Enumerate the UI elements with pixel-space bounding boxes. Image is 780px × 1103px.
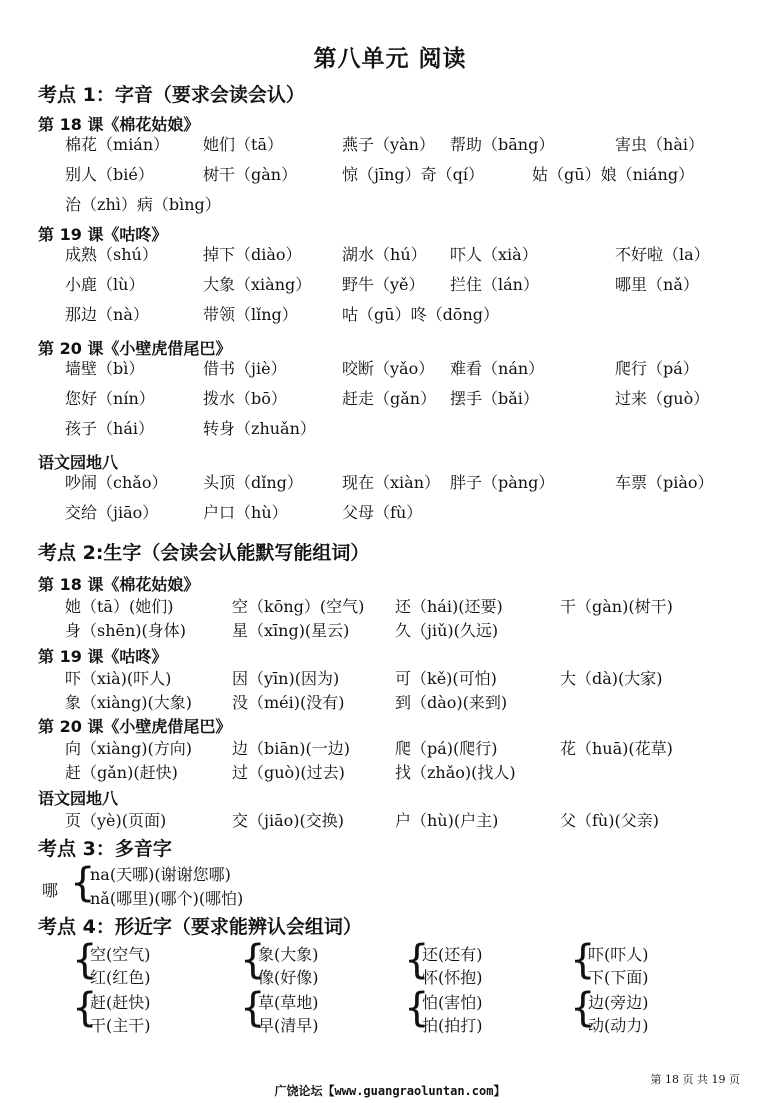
- entry-pinyin: （hù）: [235, 503, 288, 522]
- pinyin-entry: [203, 132, 283, 155]
- similar-char-entry: 边(旁边): [588, 993, 649, 1012]
- entry-word: 父母: [342, 503, 375, 522]
- entry-pinyin: （guò）: [647, 389, 710, 408]
- similar-char-entry: 怕(害怕): [422, 993, 483, 1012]
- pinyin-entry: [342, 302, 499, 325]
- entry-word: 车票: [615, 473, 648, 492]
- entry-word: 吓人: [450, 245, 483, 264]
- char-row: [0, 666, 780, 692]
- entry-pinyin: （hú）: [374, 245, 427, 264]
- entry-word: 爬行: [615, 359, 648, 378]
- entry-word: 摆手: [450, 389, 483, 408]
- pinyin-row: [0, 272, 780, 298]
- pinyin-entry: [615, 356, 699, 379]
- entry-pinyin: （hài）: [647, 135, 704, 154]
- char-entry: 没（méi)(没有): [232, 693, 345, 712]
- pinyin-entry: [450, 242, 538, 265]
- entry-pinyin: （lǐng）: [235, 305, 298, 324]
- pinyin-row: [0, 386, 780, 412]
- pinyin-entry: [65, 416, 154, 439]
- polyphone-line: na(天哪)(谢谢您哪): [90, 865, 231, 884]
- entry-pinyin: （jiāo）: [97, 503, 159, 522]
- pinyin-entry: [65, 302, 149, 325]
- brace-icon: {: [240, 985, 266, 1031]
- char-entry: 赶（gǎn)(赶快): [65, 763, 178, 782]
- entry-word: 拨水: [203, 389, 236, 408]
- pinyin-entry: [615, 386, 709, 409]
- entry-word: 湖水: [342, 245, 375, 264]
- pinyin-entry: [342, 386, 436, 409]
- entry-word: 过来: [615, 389, 648, 408]
- entry-word: 咬断: [342, 359, 375, 378]
- entry-pinyin: （jiè）: [235, 359, 287, 378]
- section-heading-4: 考点 4：形近字（要求能辨认会组词）: [38, 916, 362, 938]
- entry-word: 现在: [342, 473, 375, 492]
- brace-icon: {: [570, 937, 596, 983]
- entry-pinyin: （gū）娘（niáng）: [548, 165, 695, 184]
- entry-pinyin: （xià）: [482, 245, 538, 264]
- entry-word: 大象: [203, 275, 236, 294]
- entry-word: 转身: [203, 419, 236, 438]
- char-entry: 爬（pá)(爬行): [395, 739, 498, 758]
- entry-pinyin: （shú）: [97, 245, 158, 264]
- polyphone-line: nǎ(哪里)(哪个)(哪怕): [90, 889, 244, 908]
- entry-word: 拦住: [450, 275, 483, 294]
- pinyin-entry: [450, 470, 554, 493]
- entry-word: 吵闹: [65, 473, 98, 492]
- entry-pinyin: （bǎi）: [482, 389, 539, 408]
- lesson-title: 第 18 课《棉花姑娘》: [38, 575, 200, 594]
- entry-word: 不好啦: [615, 245, 664, 264]
- entry-word: 孩子: [65, 419, 98, 438]
- pinyin-row: [0, 356, 780, 382]
- lesson-title: 第 20 课《小壁虎借尾巴》: [38, 717, 232, 736]
- char-row: [0, 736, 780, 762]
- entry-word: 别人: [65, 165, 98, 184]
- entry-pinyin: （nín）: [97, 389, 155, 408]
- entry-pinyin: （yǎo）: [374, 359, 435, 378]
- entry-word: 头顶: [203, 473, 236, 492]
- char-row: [0, 760, 780, 786]
- entry-word: 胖子: [450, 473, 483, 492]
- lesson-title: 第 20 课《小壁虎借尾巴》: [38, 339, 232, 358]
- entry-word: 树干: [203, 165, 236, 184]
- entry-word: 难看: [450, 359, 483, 378]
- pinyin-entry: [65, 242, 158, 265]
- similar-char-entry: 吓(吓人): [588, 945, 649, 964]
- pinyin-row: [0, 500, 780, 526]
- pinyin-entry: [65, 500, 158, 523]
- char-entry: 空（kōng）(空气): [232, 597, 365, 616]
- char-entry: 到（dào)(来到): [395, 693, 508, 712]
- entry-word: 成熟: [65, 245, 98, 264]
- similar-char-entry: 像(好像): [258, 968, 319, 987]
- pinyin-entry: [450, 386, 539, 409]
- entry-word: 姑: [532, 165, 549, 184]
- similar-char-entry: 红(红色): [90, 968, 151, 987]
- char-entry: 吓（xià)(吓人): [65, 669, 172, 688]
- entry-word: 燕子: [342, 135, 375, 154]
- entry-pinyin: （dǐng）: [235, 473, 303, 492]
- pinyin-entry: [65, 162, 154, 185]
- brace-icon: {: [404, 985, 430, 1031]
- entry-pinyin: （piào）: [647, 473, 714, 492]
- brace-icon: {: [404, 937, 430, 983]
- char-row: [0, 808, 780, 834]
- entry-pinyin: （bāng）: [482, 135, 555, 154]
- entry-pinyin: （lán）: [482, 275, 539, 294]
- similar-char-entry: 拍(拍打): [422, 1016, 483, 1035]
- pinyin-row: [0, 302, 780, 328]
- char-entry: 因（yīn)(因为): [232, 669, 340, 688]
- char-row: [0, 618, 780, 644]
- lesson-title: 第 18 课《棉花姑娘》: [38, 115, 200, 134]
- pinyin-entry: [203, 416, 316, 439]
- pinyin-entry: [342, 500, 422, 523]
- pinyin-entry: [615, 242, 710, 265]
- entry-pinyin: （nán）: [482, 359, 545, 378]
- char-entry: 象（xiàng)(大象): [65, 693, 192, 712]
- entry-word: 她们: [203, 135, 236, 154]
- entry-pinyin: （tā）: [235, 135, 283, 154]
- entry-word: 哪里: [615, 275, 648, 294]
- char-entry: 干（gàn)(树干): [560, 597, 673, 616]
- similar-char-entry: 空(空气): [90, 945, 151, 964]
- entry-pinyin: （yàn）: [374, 135, 435, 154]
- entry-word: 棉花: [65, 135, 98, 154]
- char-row: [0, 690, 780, 716]
- brace-icon: {: [570, 985, 596, 1031]
- pinyin-row: [0, 192, 780, 218]
- char-entry: 户（hù)(户主): [395, 811, 499, 830]
- char-entry: 星（xīng)(星云): [232, 621, 350, 640]
- entry-pinyin: （nà）: [97, 305, 149, 324]
- pinyin-entry: [615, 132, 704, 155]
- section-heading-3: 考点 3：多音字: [38, 838, 172, 860]
- char-entry: 可（kě)(可怕): [395, 669, 497, 688]
- similar-char-entry: 还(还有): [422, 945, 483, 964]
- page-title: 第八单元 阅读: [313, 46, 467, 72]
- similar-char-entry: 早(清早): [258, 1016, 319, 1035]
- entry-pinyin: （chǎo）: [97, 473, 168, 492]
- brace-icon: {: [72, 937, 98, 983]
- brace-icon: {: [240, 937, 266, 983]
- pinyin-entry: [450, 356, 544, 379]
- pinyin-entry: [203, 500, 288, 523]
- pinyin-entry: [65, 470, 167, 493]
- char-entry: 父（fù)(父亲): [560, 811, 659, 830]
- pinyin-entry: [65, 192, 221, 215]
- char-entry: 边（biān)(一边): [232, 739, 350, 758]
- char-entry: 她（tā）(她们): [65, 597, 174, 616]
- entry-word: 户口: [203, 503, 236, 522]
- similar-char-entry: 动(动力): [588, 1016, 649, 1035]
- pinyin-entry: [65, 132, 169, 155]
- pinyin-row: [0, 470, 780, 496]
- pinyin-entry: [342, 162, 484, 185]
- lesson-title: 第 19 课《咕咚》: [38, 647, 168, 666]
- entry-pinyin: （hái）: [97, 419, 154, 438]
- footer-site: 广饶论坛【www.guangraoluntan.com】: [274, 1084, 506, 1098]
- similar-char-entry: 怀(怀抱): [422, 968, 483, 987]
- char-entry: 大（dà)(大家): [560, 669, 663, 688]
- entry-pinyin: （yě）: [374, 275, 425, 294]
- lesson-title: 第 19 课《咕咚》: [38, 225, 168, 244]
- entry-pinyin: （gàn）: [235, 165, 298, 184]
- entry-pinyin: （la）: [663, 245, 710, 264]
- entry-pinyin: （zhuǎn）: [235, 419, 316, 438]
- entry-word: 掉下: [203, 245, 236, 264]
- pinyin-entry: [615, 272, 699, 295]
- entry-word: 带领: [203, 305, 236, 324]
- similar-char-entry: 干(主干): [90, 1016, 151, 1035]
- pinyin-row: [0, 132, 780, 158]
- entry-pinyin: （xiàn）: [374, 473, 441, 492]
- pinyin-entry: [342, 242, 427, 265]
- pinyin-entry: [450, 132, 554, 155]
- entry-pinyin: （fù）: [374, 503, 423, 522]
- entry-word: 墙壁: [65, 359, 98, 378]
- entry-word: 交给: [65, 503, 98, 522]
- pinyin-entry: [203, 470, 303, 493]
- entry-pinyin: （gǎn）: [374, 389, 437, 408]
- char-row: [0, 594, 780, 620]
- lesson-title: 语文园地八: [38, 789, 119, 808]
- page-number: 第 18 页 共 19 页: [650, 1073, 740, 1086]
- char-entry: 久（jiǔ)(久远): [395, 621, 499, 640]
- entry-word: 赶走: [342, 389, 375, 408]
- pinyin-entry: [203, 272, 311, 295]
- similar-char-entry: 象(大象): [258, 945, 319, 964]
- lesson-title: 语文园地八: [38, 453, 119, 472]
- entry-word: 您好: [65, 389, 98, 408]
- char-entry: 花（huā)(花草): [560, 739, 673, 758]
- pinyin-row: [0, 162, 780, 188]
- entry-pinyin: （gū）咚（dōng）: [358, 305, 499, 324]
- entry-pinyin: （bié）: [97, 165, 154, 184]
- pinyin-entry: [65, 272, 144, 295]
- entry-pinyin: （diào）: [235, 245, 302, 264]
- char-entry: 向（xiàng)(方向): [65, 739, 192, 758]
- char-entry: 交（jiāo)(交换): [232, 811, 344, 830]
- entry-pinyin: （pá）: [647, 359, 699, 378]
- pinyin-row: [0, 242, 780, 268]
- entry-word: 小鹿: [65, 275, 98, 294]
- entry-pinyin: （xiàng）: [235, 275, 312, 294]
- entry-word: 治: [65, 195, 82, 214]
- entry-word: 那边: [65, 305, 98, 324]
- entry-word: 害虫: [615, 135, 648, 154]
- pinyin-entry: [342, 470, 440, 493]
- entry-pinyin: （nǎ）: [647, 275, 699, 294]
- pinyin-entry: [342, 272, 425, 295]
- char-entry: 过（guò)(过去): [232, 763, 345, 782]
- char-entry: 找（zhǎo)(找人): [395, 763, 516, 782]
- brace-icon: {: [72, 985, 98, 1031]
- similar-char-entry: 赶(赶快): [90, 993, 151, 1012]
- pinyin-entry: [65, 356, 144, 379]
- entry-pinyin: （mián）: [97, 135, 170, 154]
- polyphone-char: 哪: [42, 881, 59, 900]
- entry-pinyin: （pàng）: [482, 473, 555, 492]
- pinyin-entry: [342, 356, 434, 379]
- section-heading-2: 考点 2:生字（会读会认能默写能组词）: [38, 542, 370, 564]
- section-heading-1: 考点 1：字音（要求会读会认）: [38, 84, 305, 106]
- pinyin-entry: [65, 386, 155, 409]
- pinyin-entry: [532, 162, 694, 185]
- entry-word: 借书: [203, 359, 236, 378]
- pinyin-entry: [203, 242, 302, 265]
- similar-char-entry: 草(草地): [258, 993, 319, 1012]
- brace-icon: {: [70, 860, 96, 906]
- char-entry: 还（hái)(还要): [395, 597, 503, 616]
- pinyin-row: [0, 416, 780, 442]
- entry-word: 惊: [342, 165, 359, 184]
- entry-pinyin: （jīng）奇（qí）: [358, 165, 485, 184]
- entry-word: 咕: [342, 305, 359, 324]
- entry-pinyin: （lù）: [97, 275, 145, 294]
- entry-pinyin: （zhì）病（bìng）: [81, 195, 221, 214]
- entry-word: 野牛: [342, 275, 375, 294]
- similar-char-entry: 下(下面): [588, 968, 649, 987]
- char-entry: 身（shēn)(身体): [65, 621, 187, 640]
- entry-pinyin: （bì）: [97, 359, 145, 378]
- pinyin-entry: [342, 132, 435, 155]
- pinyin-entry: [203, 386, 287, 409]
- pinyin-entry: [203, 356, 287, 379]
- pinyin-entry: [615, 470, 714, 493]
- pinyin-entry: [450, 272, 539, 295]
- char-entry: 页（yè)(页面): [65, 811, 167, 830]
- entry-pinyin: （bō）: [235, 389, 287, 408]
- entry-word: 帮助: [450, 135, 483, 154]
- pinyin-entry: [203, 302, 298, 325]
- pinyin-entry: [203, 162, 297, 185]
